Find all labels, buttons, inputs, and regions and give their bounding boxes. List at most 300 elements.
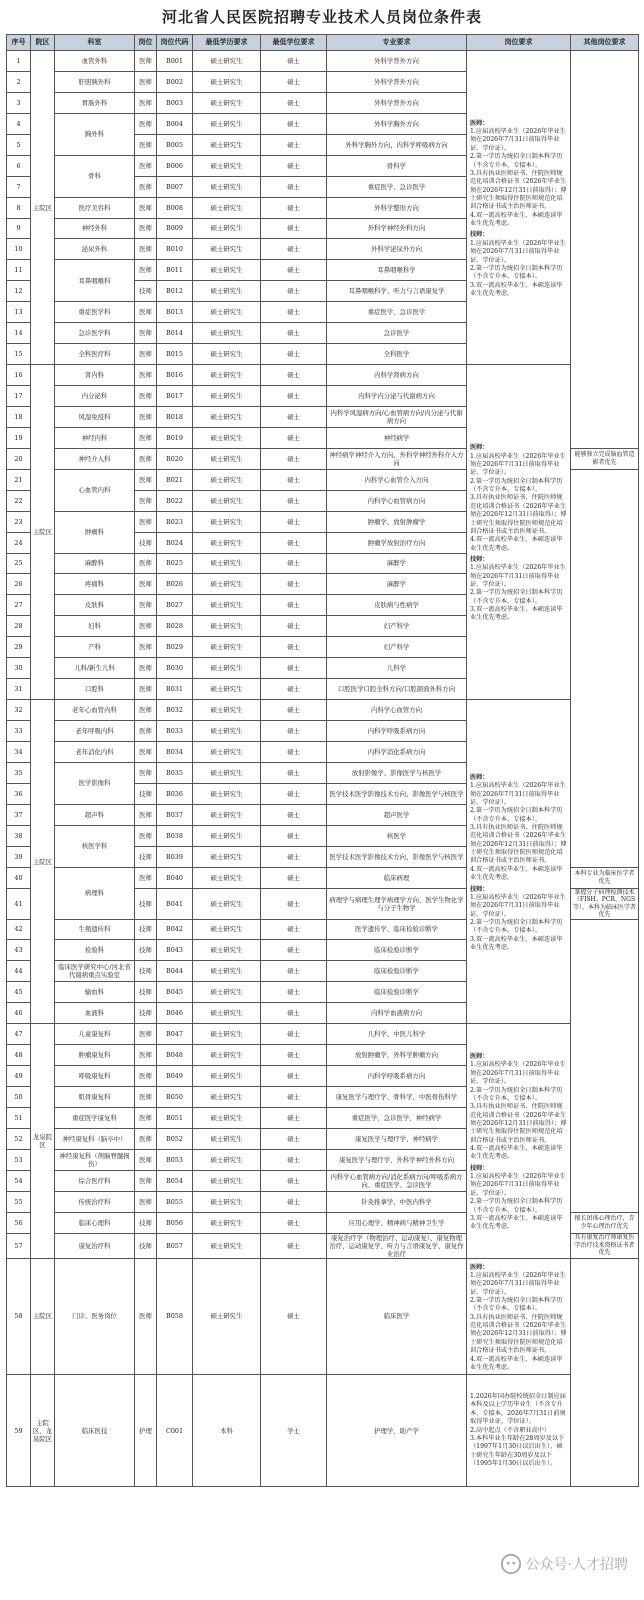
major-cell: 内科学血液病方向 <box>327 1003 467 1024</box>
major-cell: 外科学普外方向 <box>327 51 467 72</box>
degree-cell: 硕士 <box>261 197 327 218</box>
education-cell: 硕士研究生 <box>193 302 261 323</box>
post-code-cell: B015 <box>157 344 193 365</box>
degree-cell: 硕士 <box>261 961 327 982</box>
degree-cell: 硕士 <box>261 155 327 176</box>
education-cell: 硕士研究生 <box>193 825 261 846</box>
department-cell: 神经介入科 <box>55 448 135 469</box>
major-cell: 护理学、助产学 <box>327 1375 467 1487</box>
header-major: 专业要求 <box>327 35 467 51</box>
department-cell: 输血科 <box>55 982 135 1003</box>
post-cell: 医师 <box>135 1149 157 1170</box>
row-number: 2 <box>7 71 31 92</box>
post-cell: 技师 <box>135 783 157 804</box>
education-cell: 硕士研究生 <box>193 1045 261 1066</box>
major-cell: 放射影像学、影像医学与核医学 <box>327 762 467 783</box>
major-cell: 内科学呼吸系病方向 <box>327 1066 467 1087</box>
education-cell: 硕士研究生 <box>193 940 261 961</box>
table-header-row <box>7 35 639 51</box>
requirement-item: 3.本科毕业生年龄在28周岁及以下（1997年1月30日以后出生），硕士研究生年龄在30周岁及以下（1995年1月30日以后出生）。 <box>470 1434 565 1467</box>
department-cell: 医学影像科 <box>55 762 135 804</box>
post-cell: 医师 <box>135 197 157 218</box>
department-cell: 麻醉科 <box>55 553 135 574</box>
row-number: 36 <box>7 783 31 804</box>
post-code-cell: B014 <box>157 323 193 344</box>
wechat-icon <box>500 1553 522 1575</box>
department-cell: 全科医疗科 <box>55 344 135 365</box>
post-code-cell: B050 <box>157 1087 193 1108</box>
post-code-cell: B031 <box>157 679 193 700</box>
header-post: 岗位 <box>135 35 157 51</box>
department-cell: 重症医学科 <box>55 302 135 323</box>
post-code-cell: B051 <box>157 1107 193 1128</box>
post-code-cell: B039 <box>157 846 193 867</box>
requirement-item: 1.应届高校毕业生（2026年毕业生须在2026年7月31日前取得毕业证、学位证）。 <box>470 1173 566 1197</box>
degree-cell: 硕士 <box>261 783 327 804</box>
requirement-item: 3.双一流高校毕业生、本硕连读毕业生优先考虑。 <box>470 606 563 622</box>
education-cell: 硕士研究生 <box>193 1212 261 1233</box>
education-cell: 硕士研究生 <box>193 260 261 281</box>
requirements-cell <box>467 700 571 1024</box>
education-cell: 硕士研究生 <box>193 1024 261 1045</box>
post-cell: 医师 <box>135 553 157 574</box>
post-code-cell: B006 <box>157 155 193 176</box>
education-cell: 硕士研究生 <box>193 406 261 427</box>
row-number: 7 <box>7 176 31 197</box>
campus-cell: 主院区、龙泉院区 <box>31 1375 55 1487</box>
major-cell: 外科学普外方向 <box>327 92 467 113</box>
post-code-cell: B028 <box>157 616 193 637</box>
post-cell: 技师 <box>135 888 157 919</box>
other-requirements-cell: 能够独立完成脑血管造影者优先 <box>571 448 639 469</box>
department-cell: 生殖遗传科 <box>55 919 135 940</box>
department-cell: 产科 <box>55 637 135 658</box>
education-cell: 硕士研究生 <box>193 762 261 783</box>
row-number: 3 <box>7 92 31 113</box>
department-cell: 老年心血管内科 <box>55 700 135 721</box>
post-cell: 技师 <box>135 1212 157 1233</box>
requirement-item: 2.第一学历为统招全日制本科学历（不含专升本、专接本）。 <box>470 1086 563 1102</box>
education-cell: 硕士研究生 <box>193 1170 261 1191</box>
header-campus: 院区 <box>31 35 55 51</box>
requirement-item: 1.应届高校毕业生（2026年毕业生须在2026年7月31日前取得毕业证、学位证）。 <box>470 128 566 152</box>
requirement-heading: 医师： <box>470 1053 489 1061</box>
post-cell: 医师 <box>135 71 157 92</box>
row-number: 29 <box>7 637 31 658</box>
major-cell: 内科学心血管介入方向 <box>327 469 467 490</box>
requirement-item: 4.双一流高校毕业生、本硕连读毕业生优先考虑。 <box>470 1145 563 1161</box>
major-cell: 外科学整形方向 <box>327 197 467 218</box>
campus-cell: 主院区 <box>31 51 55 365</box>
row-number: 46 <box>7 1003 31 1024</box>
post-code-cell: B040 <box>157 867 193 888</box>
major-cell: 应用心理学、精神病与精神卫生学 <box>327 1212 467 1233</box>
education-cell: 硕士研究生 <box>193 532 261 553</box>
row-number: 57 <box>7 1233 31 1258</box>
row-number: 49 <box>7 1066 31 1087</box>
education-cell: 硕士研究生 <box>193 239 261 260</box>
major-cell: 康复治疗学（物理治疗、运动康复）、康复物理治疗、运动康复学、听力与言语康复学、康复作业治疗 <box>327 1233 467 1258</box>
degree-cell: 硕士 <box>261 448 327 469</box>
degree-cell: 硕士 <box>261 825 327 846</box>
post-cell: 医师 <box>135 867 157 888</box>
header-degree: 最低学位要求 <box>261 35 327 51</box>
department-cell: 血管外科 <box>55 51 135 72</box>
department-cell: 内分泌科 <box>55 386 135 407</box>
education-cell: 硕士研究生 <box>193 1087 261 1108</box>
row-number: 51 <box>7 1107 31 1128</box>
row-number: 14 <box>7 323 31 344</box>
post-cell: 医师 <box>135 51 157 72</box>
row-number: 39 <box>7 846 31 867</box>
post-cell: 技师 <box>135 281 157 302</box>
post-code-cell: B042 <box>157 919 193 940</box>
degree-cell: 硕士 <box>261 365 327 386</box>
row-number: 1 <box>7 51 31 72</box>
table-row <box>7 1258 639 1375</box>
degree-cell: 硕士 <box>261 386 327 407</box>
major-cell: 康复医学与理疗学、外科学神经外科方向 <box>327 1149 467 1170</box>
department-cell: 儿童康复科 <box>55 1024 135 1045</box>
degree-cell: 硕士 <box>261 553 327 574</box>
post-code-cell: B008 <box>157 197 193 218</box>
post-code-cell: B005 <box>157 134 193 155</box>
row-number: 38 <box>7 825 31 846</box>
requirement-item: 2.第一学历为统招全日制本科学历（不含专升本、专接本）。 <box>470 264 563 281</box>
requirement-item: 1.应届高校毕业生（2026年毕业生须在2026年7月31日前取得毕业证、学位证）。 <box>470 452 566 477</box>
requirement-heading: 医师： <box>470 119 489 127</box>
education-cell: 硕士研究生 <box>193 783 261 804</box>
degree-cell: 硕士 <box>261 1149 327 1170</box>
post-code-cell: B056 <box>157 1212 193 1233</box>
major-cell: 儿科学、中医儿科学 <box>327 1024 467 1045</box>
degree-cell: 硕士 <box>261 919 327 940</box>
requirement-heading: 技师： <box>470 1164 489 1172</box>
degree-cell: 硕士 <box>261 490 327 511</box>
major-cell: 外科学泌尿外方向 <box>327 239 467 260</box>
degree-cell: 硕士 <box>261 1233 327 1258</box>
row-number: 12 <box>7 281 31 302</box>
requirement-heading: 医师： <box>470 773 489 781</box>
major-cell: 肿瘤学、放射肿瘤学 <box>327 511 467 532</box>
requirement-item: 2.第一学历为统招全日制本科学历（不含专升本、专接本）。 <box>470 477 563 494</box>
requirement-item: 3.具有执业医师证书、住院医师规范化培训合格证书（2026年毕业生须在2026年12月31日前取得）；博士研究生须取得住院医师规范化培训合格证书或主治医师证书。 <box>470 1103 567 1144</box>
row-number: 23 <box>7 511 31 532</box>
table-row <box>7 1375 639 1487</box>
education-cell: 硕士研究生 <box>193 982 261 1003</box>
education-cell: 硕士研究生 <box>193 197 261 218</box>
post-code-cell: B052 <box>157 1128 193 1149</box>
watermark <box>500 1552 628 1576</box>
department-cell: 临床医技 <box>55 1375 135 1487</box>
watermark-text: 公众号·人才招聘 <box>525 1557 628 1573</box>
education-cell: 硕士研究生 <box>193 1233 261 1258</box>
post-code-cell: B017 <box>157 386 193 407</box>
major-cell: 急诊医学 <box>327 323 467 344</box>
education-cell: 硕士研究生 <box>193 71 261 92</box>
department-cell: 神经康复科（颅脑脊髓损伤） <box>55 1149 135 1170</box>
post-cell: 医师 <box>135 365 157 386</box>
department-cell: 神经康复科（脑卒中） <box>55 1128 135 1149</box>
major-cell: 重症医学、急诊医学、神经病学 <box>327 1107 467 1128</box>
row-number: 13 <box>7 302 31 323</box>
department-cell: 神经外科 <box>55 218 135 239</box>
degree-cell: 硕士 <box>261 344 327 365</box>
education-cell: 硕士研究生 <box>193 679 261 700</box>
campus-cell: 龙泉院区 <box>31 1024 55 1258</box>
row-number: 56 <box>7 1212 31 1233</box>
row-number: 37 <box>7 804 31 825</box>
post-code-cell: B029 <box>157 637 193 658</box>
post-cell: 技师 <box>135 961 157 982</box>
department-cell: 老年呼吸内科 <box>55 721 135 742</box>
post-code-cell: B038 <box>157 825 193 846</box>
page-title: 河北省人民医院招聘专业技术人员岗位条件表 <box>161 8 482 26</box>
requirement-item: 1.应届高校毕业生（2026年毕业生须在2026年7月31日前取得毕业证、学位证）。 <box>470 1271 566 1296</box>
post-code-cell: B030 <box>157 658 193 679</box>
row-number: 35 <box>7 762 31 783</box>
row-number: 55 <box>7 1191 31 1212</box>
major-cell: 耳鼻咽喉科学、听力与言语康复学 <box>327 281 467 302</box>
department-cell: 神经内科 <box>55 427 135 448</box>
education-cell: 硕士研究生 <box>193 658 261 679</box>
degree-cell: 硕士 <box>261 888 327 919</box>
post-code-cell: B018 <box>157 406 193 427</box>
post-cell: 医师 <box>135 1107 157 1128</box>
row-number: 58 <box>7 1258 31 1375</box>
row-number: 43 <box>7 940 31 961</box>
post-cell: 医师 <box>135 239 157 260</box>
table-row <box>7 1024 639 1045</box>
degree-cell: 硕士 <box>261 1170 327 1191</box>
post-cell: 医师 <box>135 574 157 595</box>
requirement-item: 2.第一学历为统招全日制本科学历（不含专升本、专接本）。 <box>470 589 563 605</box>
post-code-cell: B033 <box>157 721 193 742</box>
department-cell: 呼吸康复科 <box>55 1066 135 1087</box>
post-cell: 医师 <box>135 511 157 532</box>
post-code-cell: B003 <box>157 92 193 113</box>
row-number: 44 <box>7 961 31 982</box>
education-cell: 硕士研究生 <box>193 637 261 658</box>
post-cell: 医师 <box>135 427 157 448</box>
post-code-cell: B026 <box>157 574 193 595</box>
other-requirements-cell: 具有康复治疗师康复医学治疗技术资格证书者优先 <box>571 1233 639 1258</box>
requirements-cell <box>467 1375 571 1487</box>
post-cell: 医师 <box>135 1128 157 1149</box>
department-cell: 泌尿外科 <box>55 239 135 260</box>
education-cell: 硕士研究生 <box>193 961 261 982</box>
row-number: 42 <box>7 919 31 940</box>
row-number: 47 <box>7 1024 31 1045</box>
post-cell: 技师 <box>135 532 157 553</box>
post-cell: 技师 <box>135 1233 157 1258</box>
department-cell: 儿科/新生儿科 <box>55 658 135 679</box>
education-cell: 硕士研究生 <box>193 1003 261 1024</box>
requirement-item: 1.应届高校毕业生（2026年毕业生须在2026年7月31日前取得毕业证、学位证）。 <box>470 1061 566 1086</box>
major-cell: 医学技术医学影像技术方向、影像医学与核医学 <box>327 846 467 867</box>
education-cell: 硕士研究生 <box>193 1258 261 1375</box>
department-cell: 医疗美容科 <box>55 197 135 218</box>
department-cell: 临床医学研究中心/河北省代谢病重点实验室 <box>55 961 135 982</box>
education-cell: 硕士研究生 <box>193 616 261 637</box>
campus-cell: 主院区 <box>31 365 55 700</box>
major-cell: 神经病学 <box>327 427 467 448</box>
major-cell: 口腔医学口腔全科方向/口腔颌面外科方向 <box>327 679 467 700</box>
major-cell: 麻醉学 <box>327 574 467 595</box>
major-cell: 内科学呼吸系病方向 <box>327 721 467 742</box>
header-code: 岗位代码 <box>157 35 193 51</box>
requirement-item: 3.具有执业医师证书、住院医师规范化培训合格证书（2026年毕业生须在2026年12月31日前取得）；博士研究生须取得住院医师规范化培训合格证书或主治医师证书。 <box>470 169 567 211</box>
post-cell: 医师 <box>135 323 157 344</box>
requirement-item: 3.双一流高校毕业生、本硕连读毕业生优先考虑。 <box>470 281 563 297</box>
post-code-cell: C001 <box>157 1375 193 1487</box>
post-code-cell: B043 <box>157 940 193 961</box>
education-cell: 硕士研究生 <box>193 595 261 616</box>
major-cell: 皮肤病与性病学 <box>327 595 467 616</box>
degree-cell: 硕士 <box>261 71 327 92</box>
post-cell: 护理 <box>135 1375 157 1487</box>
degree-cell: 硕士 <box>261 1212 327 1233</box>
degree-cell: 硕士 <box>261 1107 327 1128</box>
requirements-cell <box>467 1024 571 1258</box>
education-cell: 硕士研究生 <box>193 721 261 742</box>
row-number: 9 <box>7 218 31 239</box>
major-cell: 耳鼻咽喉科学 <box>327 260 467 281</box>
degree-cell: 硕士 <box>261 595 327 616</box>
major-cell: 临床病理 <box>327 867 467 888</box>
major-cell: 内科学肾病方向 <box>327 365 467 386</box>
education-cell: 硕士研究生 <box>193 574 261 595</box>
row-number: 10 <box>7 239 31 260</box>
row-number: 26 <box>7 574 31 595</box>
row-number: 22 <box>7 490 31 511</box>
post-cell: 医师 <box>135 595 157 616</box>
row-number: 33 <box>7 721 31 742</box>
education-cell: 硕士研究生 <box>193 448 261 469</box>
post-code-cell: B025 <box>157 553 193 574</box>
education-cell: 硕士研究生 <box>193 553 261 574</box>
major-cell: 针灸推拿学、中医内科学 <box>327 1191 467 1212</box>
major-cell: 内科学消化系病方向 <box>327 741 467 762</box>
department-cell: 妇科 <box>55 616 135 637</box>
education-cell: 硕士研究生 <box>193 846 261 867</box>
post-code-cell: B058 <box>157 1258 193 1375</box>
requirement-item: 3.具有执业医师证书、住院医师规范化培训合格证书（2026年毕业生须在2026年12月31日前取得）；博士研究生须取得住院医师规范化培训合格证书或主治医师证书。 <box>470 494 567 535</box>
row-number: 50 <box>7 1087 31 1108</box>
education-cell: 硕士研究生 <box>193 469 261 490</box>
row-number: 18 <box>7 406 31 427</box>
department-cell: 核医学科 <box>55 825 135 867</box>
table-row <box>7 700 639 721</box>
post-cell: 技师 <box>135 982 157 1003</box>
table-row <box>7 365 639 386</box>
post-cell: 医师 <box>135 741 157 762</box>
campus-cell: 主院区 <box>31 700 55 1024</box>
post-code-cell: B002 <box>157 71 193 92</box>
major-cell: 麻醉学 <box>327 553 467 574</box>
row-number: 17 <box>7 386 31 407</box>
post-cell: 医师 <box>135 825 157 846</box>
major-cell: 医学遗传学、临床检验诊断学 <box>327 919 467 940</box>
department-cell: 病理科 <box>55 867 135 919</box>
post-code-cell: B054 <box>157 1170 193 1191</box>
requirement-item: 1.应届高校毕业生（2026年毕业生须在2026年7月31日前取得毕业证、学位证）。 <box>470 239 566 264</box>
education-cell: 硕士研究生 <box>193 155 261 176</box>
post-cell: 医师 <box>135 804 157 825</box>
header-edu: 最低学历要求 <box>193 35 261 51</box>
degree-cell: 硕士 <box>261 323 327 344</box>
requirement-item: 2.第一学历为统招全日制本科学历（不含专升本、专接本）。 <box>470 807 563 823</box>
education-cell: 本科 <box>193 1375 261 1487</box>
row-number: 25 <box>7 553 31 574</box>
post-code-cell: B010 <box>157 239 193 260</box>
post-cell: 医师 <box>135 302 157 323</box>
department-cell: 血液科 <box>55 1003 135 1024</box>
education-cell: 硕士研究生 <box>193 919 261 940</box>
requirement-heading: 医师： <box>470 444 489 452</box>
post-code-cell: B045 <box>157 982 193 1003</box>
degree-cell: 硕士 <box>261 940 327 961</box>
major-cell: 全科医学 <box>327 344 467 365</box>
post-code-cell: B036 <box>157 783 193 804</box>
requirement-item: 4.双一流高校毕业生、本硕连读毕业生优先考虑。 <box>470 536 563 552</box>
post-code-cell: B020 <box>157 448 193 469</box>
requirement-item: 1.应届高校毕业生（2026年毕业生须在2026年7月31日前取得毕业证、学位证）。 <box>470 893 566 918</box>
requirement-item: 1.应届高校毕业生（2026年毕业生须在2026年7月31日前取得毕业证、学位证）。 <box>470 564 566 589</box>
post-cell: 医师 <box>135 1170 157 1191</box>
degree-cell: 硕士 <box>261 1258 327 1375</box>
row-number: 32 <box>7 700 31 721</box>
post-cell: 医师 <box>135 1258 157 1375</box>
degree-cell: 硕士 <box>261 1003 327 1024</box>
requirement-item: 4.双一流高校毕业生、本硕连读毕业生优先考虑。 <box>470 1355 563 1371</box>
department-cell: 超声科 <box>55 804 135 825</box>
post-cell: 医师 <box>135 155 157 176</box>
degree-cell: 硕士 <box>261 637 327 658</box>
education-cell: 硕士研究生 <box>193 386 261 407</box>
row-number: 40 <box>7 867 31 888</box>
post-cell: 医师 <box>135 1045 157 1066</box>
requirement-item: 2.第一学历为统招全日制本科学历（不含专升本、专接本）。 <box>470 1297 563 1313</box>
degree-cell: 硕士 <box>261 427 327 448</box>
major-cell: 重症医学、急诊医学 <box>327 176 467 197</box>
education-cell: 硕士研究生 <box>193 281 261 302</box>
post-cell: 医师 <box>135 700 157 721</box>
requirement-heading: 技师： <box>470 885 489 893</box>
row-number: 5 <box>7 134 31 155</box>
post-code-cell: B057 <box>157 1233 193 1258</box>
post-cell: 医师 <box>135 490 157 511</box>
degree-cell: 硕士 <box>261 574 327 595</box>
row-number: 8 <box>7 197 31 218</box>
other-requirements-cell <box>571 1258 639 1487</box>
major-cell: 康复医学与理疗学、骨科学、中医骨伤科学 <box>327 1087 467 1108</box>
education-cell: 硕士研究生 <box>193 134 261 155</box>
row-number: 48 <box>7 1045 31 1066</box>
row-number: 31 <box>7 679 31 700</box>
degree-cell: 硕士 <box>261 804 327 825</box>
post-cell: 医师 <box>135 448 157 469</box>
degree-cell: 硕士 <box>261 281 327 302</box>
requirement-item: 3.具有执业医师证书、住院医师规范化培训合格证书（2026年毕业生须在2026年12月31日前取得）；博士研究生须取得住院医师规范化培训合格证书或主治医师证书。 <box>470 1313 567 1355</box>
post-code-cell: B044 <box>157 961 193 982</box>
post-code-cell: B001 <box>157 51 193 72</box>
post-cell: 医师 <box>135 260 157 281</box>
post-code-cell: B034 <box>157 741 193 762</box>
row-number: 34 <box>7 741 31 762</box>
post-code-cell: B049 <box>157 1066 193 1087</box>
department-cell: 心血管内科 <box>55 469 135 511</box>
